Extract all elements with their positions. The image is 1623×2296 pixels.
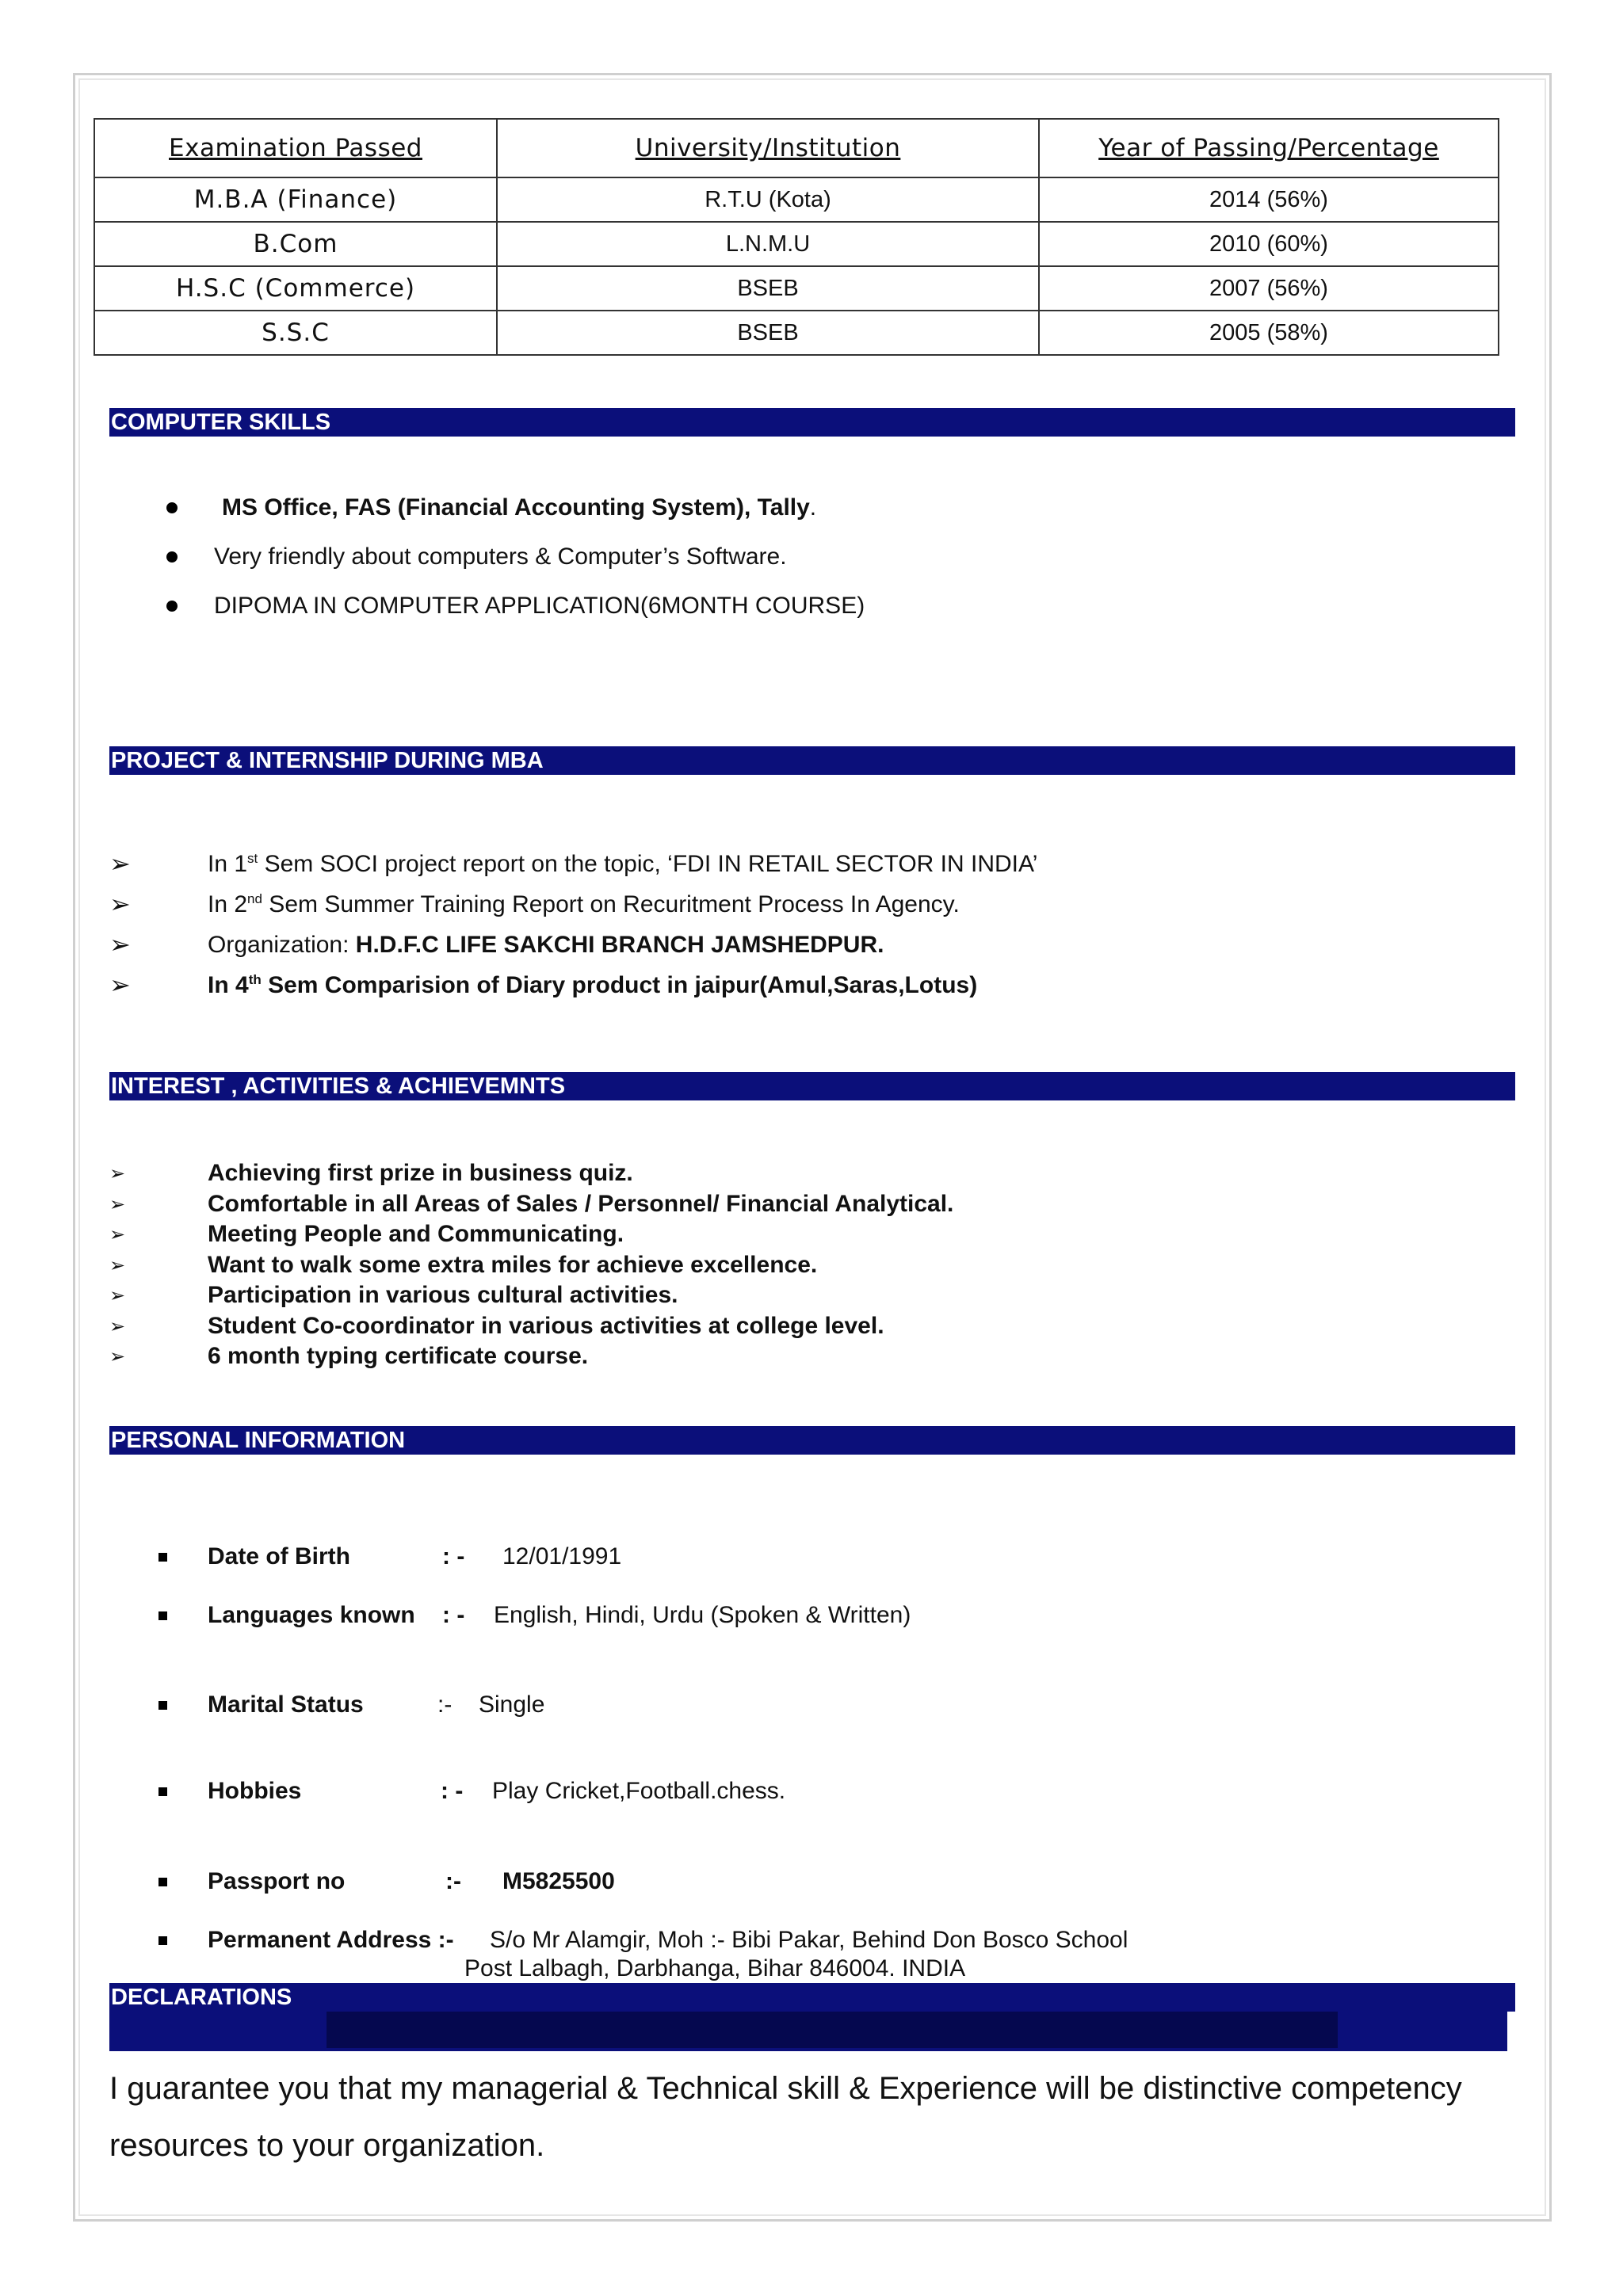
institution-cell: BSEB	[497, 311, 1039, 355]
arrow-bullet-icon: ➢	[109, 1284, 126, 1306]
header-year: Year of Passing/Percentage	[1039, 119, 1499, 177]
list-item-text: Very friendly about computers & Computer’s Software.	[214, 543, 787, 570]
languages-label: Languages known	[208, 1602, 415, 1628]
square-bullet-icon	[158, 1936, 167, 1945]
arrow-bullet-icon: ➢	[109, 1223, 126, 1245]
list-item-text: Comfortable in all Areas of Sales / Personnel/ Financial Analytical.	[208, 1190, 954, 1217]
section-heading-interest: INTEREST , ACTIVITIES & ACHIEVEMNTS	[109, 1072, 1515, 1100]
address-label: Permanent Address :-	[208, 1927, 454, 1953]
year-cell: 2007 (56%)	[1039, 266, 1499, 311]
list-item-text: Participation in various cultural activities.	[208, 1282, 678, 1308]
square-bullet-icon	[158, 1878, 167, 1886]
header-exam: Examination Passed	[94, 119, 497, 177]
table-row	[94, 266, 1499, 311]
list-item-text: 6 month typing certificate course.	[208, 1343, 589, 1369]
passport-separator: :-	[445, 1868, 461, 1894]
marital-label: Marital Status	[208, 1691, 364, 1718]
institution-cell: BSEB	[497, 266, 1039, 311]
list-item-text: Meeting People and Communicating.	[208, 1221, 624, 1247]
organization-name: H.D.F.C LIFE SAKCHI BRANCH JAMSHEDPUR.	[355, 932, 884, 958]
list-item-text: In 1	[208, 851, 248, 877]
table-row	[94, 311, 1499, 355]
bullet-dot-icon	[166, 502, 178, 513]
hobbies-separator: : -	[441, 1778, 464, 1804]
list-item-text: Sem SOCI project report on the topic, ‘FDI IN RETAIL SECTOR IN INDIA’	[258, 851, 1038, 877]
arrow-bullet-icon: ➢	[109, 1162, 126, 1184]
arrow-bullet-icon: ➢	[109, 1253, 126, 1276]
arrow-bullet-icon: ➢	[109, 1345, 126, 1367]
arrow-bullet-icon: ➢	[109, 929, 131, 959]
header-institution: University/Institution	[497, 119, 1039, 177]
ordinal-suffix: st	[247, 851, 258, 866]
hobbies-label: Hobbies	[208, 1778, 302, 1804]
address-line-2: Post Lalbagh, Darbhanga, Bihar 846004. INDIA	[464, 1955, 966, 1981]
list-item-text: Want to walk some extra miles for achieve excellence.	[208, 1251, 818, 1278]
marital-value: Single	[479, 1691, 545, 1718]
section-heading-personal: PERSONAL INFORMATION	[109, 1426, 1515, 1455]
marital-separator: :-	[437, 1691, 453, 1718]
section-heading-declarations: DECLARATIONS	[109, 1983, 1515, 2012]
exam-cell: S.S.C	[94, 311, 497, 355]
declarations-bar-shadow	[327, 2010, 1338, 2048]
ordinal-suffix: th	[248, 972, 262, 987]
list-item-text: In 2	[208, 891, 248, 917]
passport-label: Passport no	[208, 1868, 346, 1894]
square-bullet-icon	[158, 1553, 167, 1562]
dob-label: Date of Birth	[208, 1543, 350, 1569]
list-item-text: Organization:	[208, 932, 356, 958]
exam-cell: M.B.A (Finance)	[94, 177, 497, 222]
exam-cell: B.Com	[94, 222, 497, 266]
dob-separator: : -	[442, 1543, 465, 1569]
list-item-text: Sem Summer Training Report on Recuritment Process In Agency.	[262, 891, 960, 917]
list-item-text: MS Office, FAS (Financial Accounting System), Tally	[222, 494, 810, 521]
table-header-row	[94, 119, 1499, 177]
institution-cell: L.N.M.U	[497, 222, 1039, 266]
square-bullet-icon	[158, 1701, 167, 1710]
list-item-text: Student Co-coordinator in various activities at college level.	[208, 1312, 884, 1339]
arrow-bullet-icon: ➢	[109, 889, 131, 919]
year-cell: 2010 (60%)	[1039, 222, 1499, 266]
arrow-bullet-icon: ➢	[109, 849, 131, 879]
year-cell: 2005 (58%)	[1039, 311, 1499, 355]
list-item-text: In 4	[208, 972, 249, 998]
arrow-bullet-icon: ➢	[109, 1314, 126, 1337]
arrow-bullet-icon: ➢	[109, 1192, 126, 1215]
exam-cell: H.S.C (Commerce)	[94, 266, 497, 311]
hobbies-value: Play Cricket,Football.chess.	[492, 1778, 786, 1804]
table-row	[94, 177, 1499, 222]
year-cell: 2014 (56%)	[1039, 177, 1499, 222]
list-item-text: Sem Comparision of Diary product in jaipur(Amul,Saras,Lotus)	[261, 972, 978, 998]
bullet-dot-icon	[166, 551, 178, 563]
languages-value: English, Hindi, Urdu (Spoken & Written)	[494, 1602, 911, 1628]
declaration-text: I guarantee you that my managerial & Technical skill & Experience will be distinctive competency resources to your organization.	[109, 2071, 1462, 2163]
passport-value: M5825500	[502, 1868, 615, 1894]
institution-cell: R.T.U (Kota)	[497, 177, 1039, 222]
square-bullet-icon	[158, 1787, 167, 1796]
dob-value: 12/01/1991	[502, 1543, 622, 1569]
address-line-1: S/o Mr Alamgir, Moh :- Bibi Pakar, Behind Don Bosco School	[490, 1927, 1128, 1953]
page-border-inner	[78, 78, 1546, 2216]
arrow-bullet-icon: ➢	[109, 970, 131, 1000]
ordinal-suffix: nd	[247, 891, 262, 906]
languages-separator: : -	[442, 1602, 465, 1628]
list-item-text: DIPOMA IN COMPUTER APPLICATION(6MONTH COURSE)	[214, 593, 865, 619]
list-item-text: Achieving first prize in business quiz.	[208, 1160, 633, 1186]
bullet-dot-icon	[166, 601, 178, 612]
section-heading-computer-skills: COMPUTER SKILLS	[109, 408, 1515, 437]
section-heading-project: PROJECT & INTERNSHIP DURING MBA	[109, 746, 1515, 775]
square-bullet-icon	[158, 1611, 167, 1620]
list-item-suffix: .	[809, 494, 817, 521]
education-table	[94, 118, 1499, 356]
table-row	[94, 222, 1499, 266]
